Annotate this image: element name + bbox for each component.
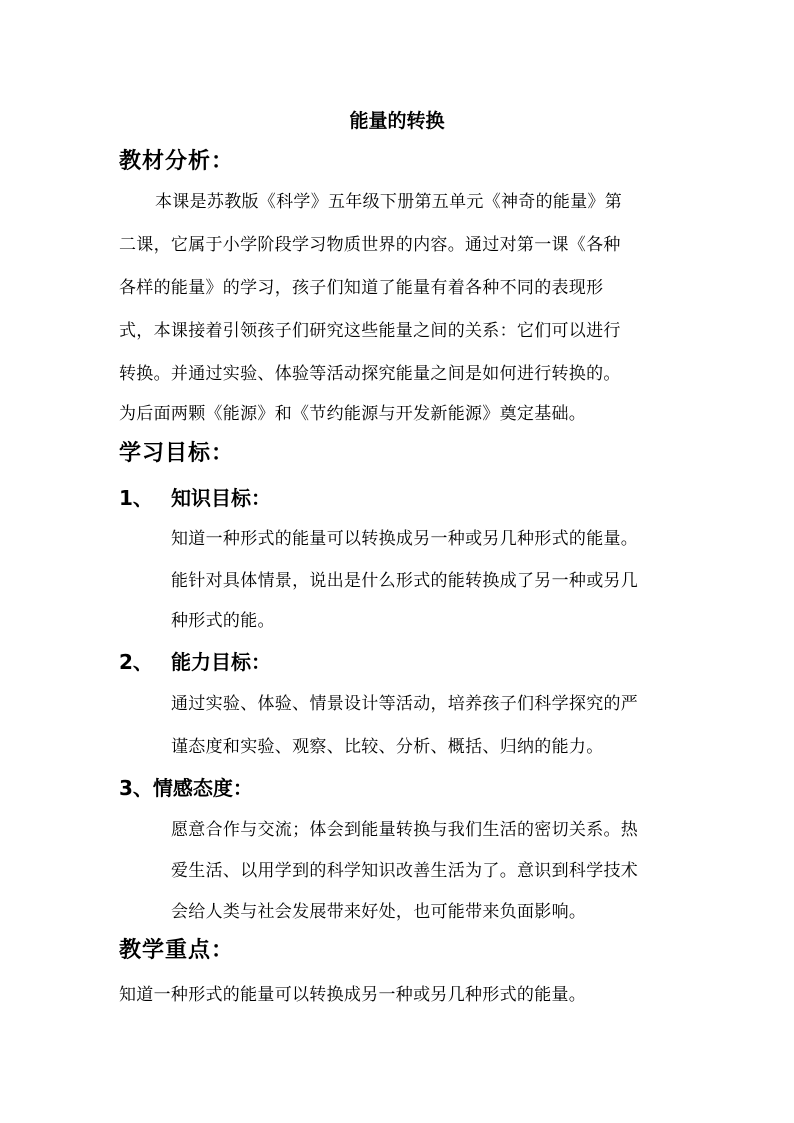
knowledge-number: 1、 [119,486,153,510]
knowledge-goal-line: 种形式的能。 [171,611,275,631]
analysis-line: 转换。并通过实验、体验等活动探究能量之间是如何进行转换的。 [119,364,621,384]
keypoint-line: 知道一种形式的能量可以转换成另一种或另几种形式的能量。 [119,985,587,1005]
analysis-heading: 教材分析： [119,149,235,174]
knowledge-goal-line: 知道一种形式的能量可以转换成另一种或另几种形式的能量。 [171,529,639,549]
document-title: 能量的转换 [349,110,445,132]
analysis-line: 二课，它属于小学阶段学习物质世界的内容。通过对第一课《各种 [119,235,621,255]
analysis-line: 为后面两颗《能源》和《节约能源与开发新能源》奠定基础。 [119,404,587,424]
goals-heading: 学习目标： [119,441,235,466]
ability-goal-line: 通过实验、体验、情景设计等活动，培养孩子们科学探究的严 [171,694,639,714]
emotion-goal-line: 愿意合作与交流；体会到能量转换与我们生活的密切关系。热 [171,820,639,840]
emotion-goal-heading: 3、情感态度： [119,776,253,800]
emotion-goal-line: 会给人类与社会发展带来好处，也可能带来负面影响。 [171,902,587,922]
ability-goal-line: 谨态度和实验、观察、比较、分析、概括、归纳的能力。 [171,737,604,757]
keypoint-heading: 教学重点： [119,938,235,963]
ability-number: 2、 [119,650,153,674]
ability-goal-heading: 能力目标： [171,650,271,674]
analysis-line: 各样的能量》的学习，孩子们知道了能量有着各种不同的表现形 [119,278,604,298]
analysis-line: 式，本课接着引领孩子们研究这些能量之间的关系：它们可以进行 [119,321,621,341]
knowledge-goal-heading: 知识目标： [171,486,271,510]
analysis-line: 本课是苏教版《科学》五年级下册第五单元《神奇的能量》第 [155,192,623,212]
knowledge-goal-line: 能针对具体情景，说出是什么形式的能转换成了另一种或另几 [171,571,639,591]
emotion-goal-line: 爱生活、以用学到的科学知识改善生活为了。意识到科学技术 [171,861,639,881]
